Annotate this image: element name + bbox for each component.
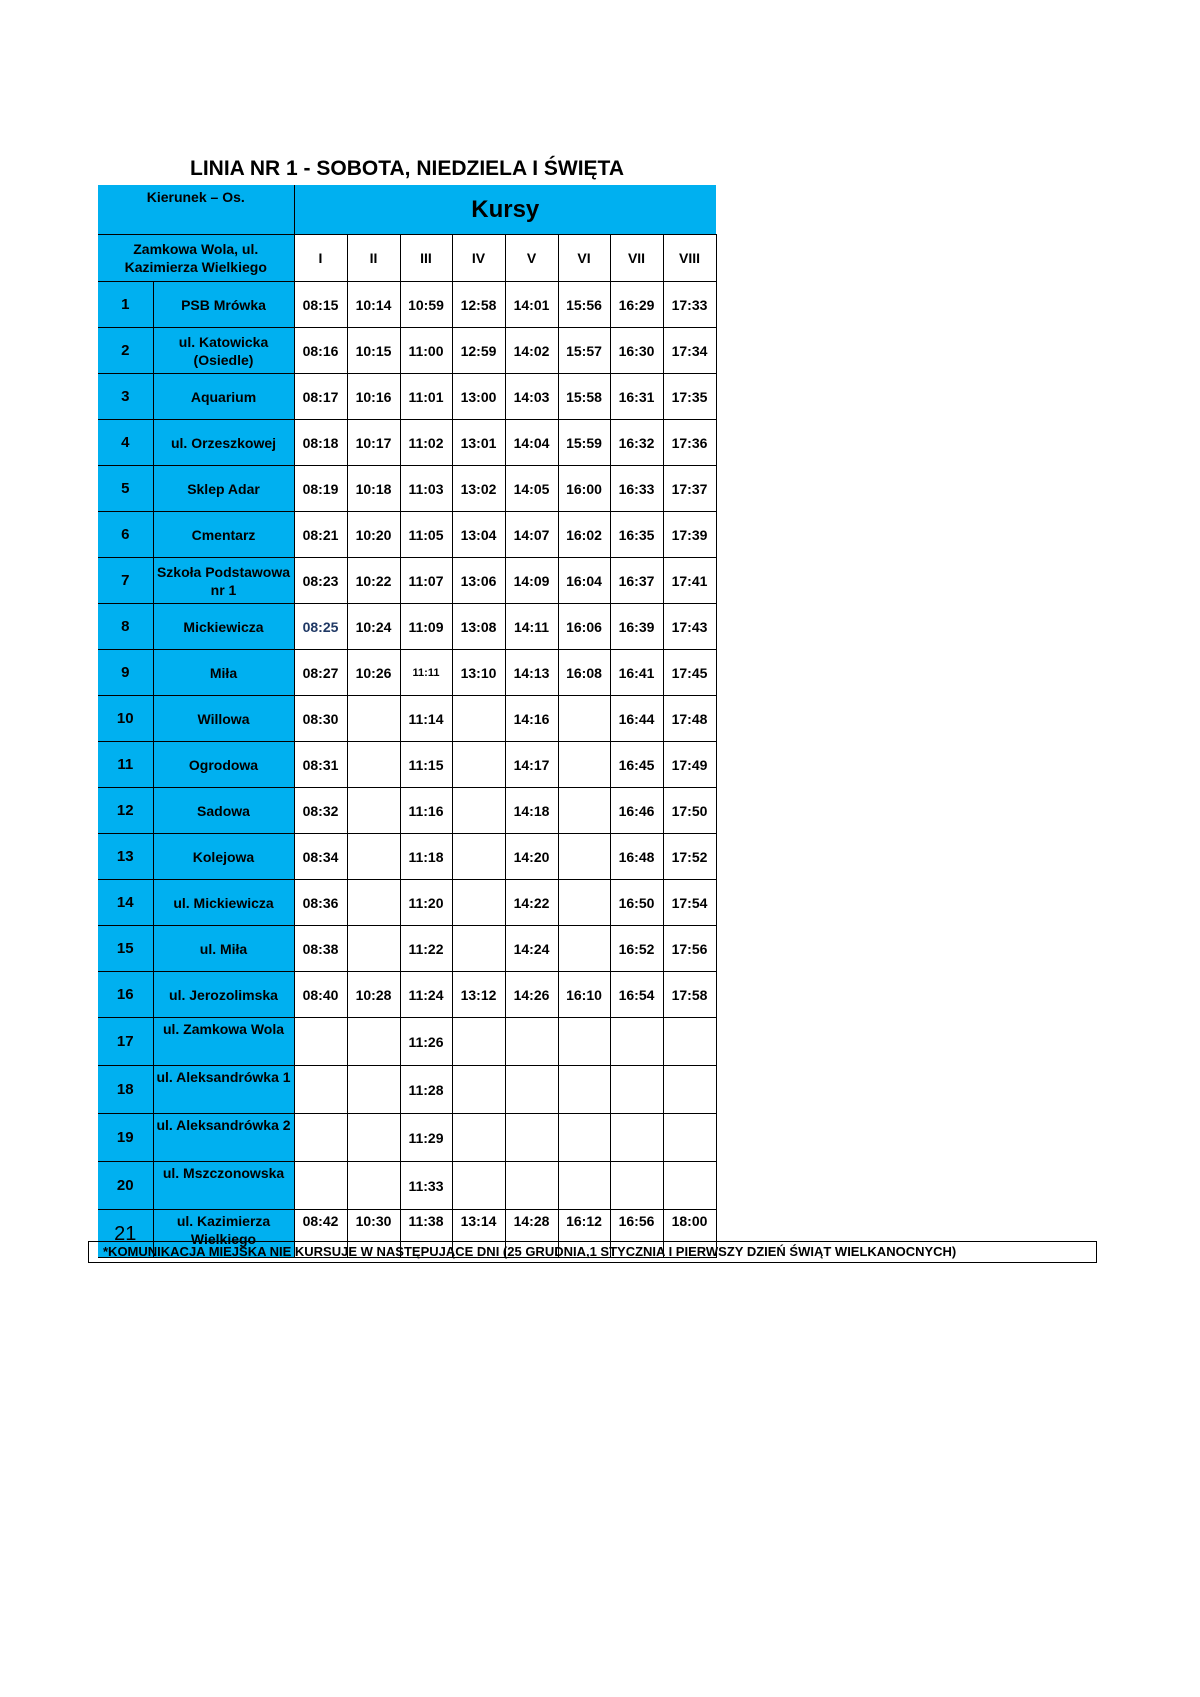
departure-time: 10:59 bbox=[400, 282, 452, 328]
departure-time bbox=[610, 1018, 663, 1066]
departure-time: 08:15 bbox=[294, 282, 347, 328]
departure-time: 08:36 bbox=[294, 880, 347, 926]
stop-number: 11 bbox=[98, 742, 153, 788]
departure-time: 17:36 bbox=[663, 420, 716, 466]
departure-time: 16:00 bbox=[558, 466, 610, 512]
departure-time bbox=[452, 1018, 505, 1066]
departure-time: 15:58 bbox=[558, 374, 610, 420]
departure-time: 16:56 bbox=[610, 1210, 663, 1258]
departure-time bbox=[294, 1018, 347, 1066]
departure-time bbox=[558, 834, 610, 880]
departure-time bbox=[347, 742, 400, 788]
departure-time: 11:20 bbox=[400, 880, 452, 926]
departure-time: 14:17 bbox=[505, 742, 558, 788]
departure-time: 16:02 bbox=[558, 512, 610, 558]
departure-time: 11:26 bbox=[400, 1018, 452, 1066]
departure-time: 17:45 bbox=[663, 650, 716, 696]
departure-time: 14:05 bbox=[505, 466, 558, 512]
departure-time bbox=[505, 1114, 558, 1162]
departure-time: 14:11 bbox=[505, 604, 558, 650]
stop-name: Szkoła Podstawowa nr 1 bbox=[153, 558, 294, 604]
departure-time: 10:16 bbox=[347, 374, 400, 420]
stop-name: Sklep Adar bbox=[153, 466, 294, 512]
departure-time: 14:24 bbox=[505, 926, 558, 972]
departure-time: 16:35 bbox=[610, 512, 663, 558]
departure-time bbox=[558, 880, 610, 926]
departure-time: 17:54 bbox=[663, 880, 716, 926]
stop-name: ul. Kazimierza Wielkiego bbox=[153, 1210, 294, 1258]
departure-time: 10:17 bbox=[347, 420, 400, 466]
departure-time: 10:18 bbox=[347, 466, 400, 512]
departure-time: 17:48 bbox=[663, 696, 716, 742]
stop-name: ul. Orzeszkowej bbox=[153, 420, 294, 466]
stop-name: ul. Mszczonowska bbox=[153, 1162, 294, 1210]
departure-time: 17:43 bbox=[663, 604, 716, 650]
course-header: VIII bbox=[663, 235, 716, 282]
stop-name: ul. Aleksandrówka 1 bbox=[153, 1066, 294, 1114]
departure-time: 11:16 bbox=[400, 788, 452, 834]
departure-time bbox=[505, 1162, 558, 1210]
departure-time: 13:04 bbox=[452, 512, 505, 558]
departure-time: 13:01 bbox=[452, 420, 505, 466]
stop-number: 16 bbox=[98, 972, 153, 1018]
stop-number: 14 bbox=[98, 880, 153, 926]
departure-time: 10:28 bbox=[347, 972, 400, 1018]
stop-row bbox=[98, 420, 716, 466]
departure-time: 10:22 bbox=[347, 558, 400, 604]
departure-time: 16:33 bbox=[610, 466, 663, 512]
departure-time: 11:00 bbox=[400, 328, 452, 374]
departure-time: 17:33 bbox=[663, 282, 716, 328]
departure-time bbox=[347, 788, 400, 834]
departure-time: 16:46 bbox=[610, 788, 663, 834]
stop-name: ul. Aleksandrówka 2 bbox=[153, 1114, 294, 1162]
departure-time bbox=[663, 1018, 716, 1066]
departure-time bbox=[347, 880, 400, 926]
departure-time: 08:17 bbox=[294, 374, 347, 420]
departure-time bbox=[452, 1114, 505, 1162]
stop-name: Kolejowa bbox=[153, 834, 294, 880]
departure-time: 11:02 bbox=[400, 420, 452, 466]
departure-time bbox=[452, 926, 505, 972]
stop-row bbox=[98, 926, 716, 972]
departure-time: 08:32 bbox=[294, 788, 347, 834]
stop-number: 4 bbox=[98, 420, 153, 466]
departure-time: 08:16 bbox=[294, 328, 347, 374]
departure-time: 16:30 bbox=[610, 328, 663, 374]
footnote: *KOMUNIKACJA MIEJSKA NIE KURSUJE W NASTĘPUJĄCE DNI (25 GRUDNIA,1 STYCZNIA I PIERWSZY DZIEŃ ŚWIĄT WIELKANOCNYCH) bbox=[88, 1241, 1097, 1263]
departure-time: 16:54 bbox=[610, 972, 663, 1018]
stop-number: 20 bbox=[98, 1162, 153, 1210]
departure-time: 17:34 bbox=[663, 328, 716, 374]
departure-time bbox=[452, 742, 505, 788]
departure-time: 17:35 bbox=[663, 374, 716, 420]
stop-number: 6 bbox=[98, 512, 153, 558]
stop-name: Miła bbox=[153, 650, 294, 696]
departure-time: 17:37 bbox=[663, 466, 716, 512]
departure-time: 17:41 bbox=[663, 558, 716, 604]
stop-row bbox=[98, 512, 716, 558]
stop-row bbox=[98, 1066, 716, 1114]
departure-time bbox=[347, 834, 400, 880]
stop-row bbox=[98, 328, 716, 374]
departure-time bbox=[610, 1162, 663, 1210]
departure-time: 13:12 bbox=[452, 972, 505, 1018]
departure-time bbox=[347, 926, 400, 972]
departure-time: 18:00 bbox=[663, 1210, 716, 1258]
departure-time: 08:38 bbox=[294, 926, 347, 972]
departure-time: 08:27 bbox=[294, 650, 347, 696]
departure-time: 11:22 bbox=[400, 926, 452, 972]
departure-time: 11:38 bbox=[400, 1210, 452, 1258]
departure-time bbox=[558, 696, 610, 742]
departure-time bbox=[452, 788, 505, 834]
departure-time: 10:30 bbox=[347, 1210, 400, 1258]
stop-name: ul. Jerozolimska bbox=[153, 972, 294, 1018]
stop-number: 21 bbox=[98, 1210, 153, 1258]
stop-number: 2 bbox=[98, 328, 153, 374]
departure-time: 16:37 bbox=[610, 558, 663, 604]
departure-time: 17:56 bbox=[663, 926, 716, 972]
departure-time bbox=[610, 1066, 663, 1114]
departure-time bbox=[558, 1018, 610, 1066]
departure-time: 14:04 bbox=[505, 420, 558, 466]
departure-time: 16:06 bbox=[558, 604, 610, 650]
departure-time: 13:10 bbox=[452, 650, 505, 696]
departure-time: 11:24 bbox=[400, 972, 452, 1018]
direction-label-line2: Zamkowa Wola, ul. Kazimierza Wielkiego bbox=[98, 235, 294, 282]
course-header: I bbox=[294, 235, 347, 282]
stop-number: 8 bbox=[98, 604, 153, 650]
stop-number: 17 bbox=[98, 1018, 153, 1066]
departure-time: 08:31 bbox=[294, 742, 347, 788]
departure-time: 17:49 bbox=[663, 742, 716, 788]
departure-time: 10:24 bbox=[347, 604, 400, 650]
departure-time bbox=[663, 1162, 716, 1210]
departure-time: 16:41 bbox=[610, 650, 663, 696]
kursy-header: Kursy bbox=[294, 185, 716, 235]
departure-time: 14:02 bbox=[505, 328, 558, 374]
departure-time: 11:09 bbox=[400, 604, 452, 650]
departure-time: 08:25 bbox=[294, 604, 347, 650]
departure-time: 08:42 bbox=[294, 1210, 347, 1258]
departure-time bbox=[347, 696, 400, 742]
course-header: VI bbox=[558, 235, 610, 282]
departure-time: 17:50 bbox=[663, 788, 716, 834]
departure-time: 14:07 bbox=[505, 512, 558, 558]
departure-time bbox=[505, 1066, 558, 1114]
departure-time: 14:13 bbox=[505, 650, 558, 696]
departure-time: 11:15 bbox=[400, 742, 452, 788]
departure-time: 08:30 bbox=[294, 696, 347, 742]
departure-time: 16:50 bbox=[610, 880, 663, 926]
stop-number: 19 bbox=[98, 1114, 153, 1162]
departure-time: 08:34 bbox=[294, 834, 347, 880]
stop-row bbox=[98, 466, 716, 512]
departure-time: 13:02 bbox=[452, 466, 505, 512]
stop-row bbox=[98, 604, 716, 650]
departure-time: 14:22 bbox=[505, 880, 558, 926]
departure-time bbox=[347, 1162, 400, 1210]
departure-time: 13:14 bbox=[452, 1210, 505, 1258]
departure-time bbox=[452, 880, 505, 926]
departure-time: 16:04 bbox=[558, 558, 610, 604]
stop-row bbox=[98, 650, 716, 696]
departure-time: 16:10 bbox=[558, 972, 610, 1018]
departure-time: 14:26 bbox=[505, 972, 558, 1018]
stop-row bbox=[98, 282, 716, 328]
departure-time bbox=[347, 1114, 400, 1162]
departure-time: 16:39 bbox=[610, 604, 663, 650]
departure-time bbox=[347, 1018, 400, 1066]
departure-time: 16:29 bbox=[610, 282, 663, 328]
stop-name: ul. Zamkowa Wola bbox=[153, 1018, 294, 1066]
stop-row bbox=[98, 880, 716, 926]
stop-name: ul. Katowicka (Osiedle) bbox=[153, 328, 294, 374]
stop-number: 12 bbox=[98, 788, 153, 834]
departure-time: 11:01 bbox=[400, 374, 452, 420]
departure-time: 16:31 bbox=[610, 374, 663, 420]
stop-row bbox=[98, 1018, 716, 1066]
departure-time: 13:06 bbox=[452, 558, 505, 604]
departure-time: 11:28 bbox=[400, 1066, 452, 1114]
departure-time: 14:09 bbox=[505, 558, 558, 604]
departure-time bbox=[452, 696, 505, 742]
departure-time: 15:59 bbox=[558, 420, 610, 466]
stop-row bbox=[98, 1162, 716, 1210]
departure-time: 17:52 bbox=[663, 834, 716, 880]
course-header: III bbox=[400, 235, 452, 282]
departure-time bbox=[452, 834, 505, 880]
stop-name: Cmentarz bbox=[153, 512, 294, 558]
departure-time bbox=[294, 1114, 347, 1162]
stop-number: 9 bbox=[98, 650, 153, 696]
stop-name: Mickiewicza bbox=[153, 604, 294, 650]
stop-name: Aquarium bbox=[153, 374, 294, 420]
page-title: LINIA NR 1 - SOBOTA, NIEDZIELA I ŚWIĘTA bbox=[190, 157, 624, 180]
departure-time: 11:14 bbox=[400, 696, 452, 742]
departure-time bbox=[558, 1066, 610, 1114]
departure-time: 16:12 bbox=[558, 1210, 610, 1258]
stop-number: 7 bbox=[98, 558, 153, 604]
departure-time bbox=[294, 1162, 347, 1210]
stop-row bbox=[98, 558, 716, 604]
stop-row bbox=[98, 972, 716, 1018]
departure-time: 16:48 bbox=[610, 834, 663, 880]
departure-time: 08:21 bbox=[294, 512, 347, 558]
departure-time: 10:26 bbox=[347, 650, 400, 696]
departure-time bbox=[452, 1162, 505, 1210]
departure-time: 15:56 bbox=[558, 282, 610, 328]
departure-time: 16:45 bbox=[610, 742, 663, 788]
stop-row bbox=[98, 1114, 716, 1162]
stop-row bbox=[98, 374, 716, 420]
stop-number: 18 bbox=[98, 1066, 153, 1114]
departure-time: 14:20 bbox=[505, 834, 558, 880]
stop-number: 1 bbox=[98, 282, 153, 328]
departure-time: 08:19 bbox=[294, 466, 347, 512]
departure-time: 12:58 bbox=[452, 282, 505, 328]
stop-number: 3 bbox=[98, 374, 153, 420]
departure-time bbox=[347, 1066, 400, 1114]
stop-name: ul. Mickiewicza bbox=[153, 880, 294, 926]
departure-time: 14:01 bbox=[505, 282, 558, 328]
stop-number: 13 bbox=[98, 834, 153, 880]
stop-number: 15 bbox=[98, 926, 153, 972]
departure-time: 12:59 bbox=[452, 328, 505, 374]
departure-time: 16:32 bbox=[610, 420, 663, 466]
departure-time: 15:57 bbox=[558, 328, 610, 374]
departure-time: 11:33 bbox=[400, 1162, 452, 1210]
departure-time: 16:44 bbox=[610, 696, 663, 742]
stop-row bbox=[98, 788, 716, 834]
departure-time bbox=[663, 1114, 716, 1162]
stop-row bbox=[98, 696, 716, 742]
course-header: IV bbox=[452, 235, 505, 282]
departure-time: 08:18 bbox=[294, 420, 347, 466]
departure-time bbox=[558, 742, 610, 788]
departure-time: 16:52 bbox=[610, 926, 663, 972]
departure-time: 11:11 bbox=[400, 650, 452, 696]
stop-number: 10 bbox=[98, 696, 153, 742]
departure-time: 10:15 bbox=[347, 328, 400, 374]
departure-time: 10:14 bbox=[347, 282, 400, 328]
course-header: VII bbox=[610, 235, 663, 282]
stop-row bbox=[98, 834, 716, 880]
departure-time: 08:40 bbox=[294, 972, 347, 1018]
stop-name: ul. Miła bbox=[153, 926, 294, 972]
departure-time: 11:18 bbox=[400, 834, 452, 880]
departure-time bbox=[558, 788, 610, 834]
timetable bbox=[98, 185, 717, 1258]
departure-time: 08:23 bbox=[294, 558, 347, 604]
departure-time bbox=[558, 926, 610, 972]
stop-name: PSB Mrówka bbox=[153, 282, 294, 328]
departure-time: 17:58 bbox=[663, 972, 716, 1018]
departure-time: 13:00 bbox=[452, 374, 505, 420]
departure-time bbox=[452, 1066, 505, 1114]
course-header: V bbox=[505, 235, 558, 282]
departure-time: 14:28 bbox=[505, 1210, 558, 1258]
departure-time: 14:03 bbox=[505, 374, 558, 420]
departure-time: 14:16 bbox=[505, 696, 558, 742]
stop-name: Willowa bbox=[153, 696, 294, 742]
departure-time bbox=[610, 1114, 663, 1162]
departure-time: 13:08 bbox=[452, 604, 505, 650]
direction-label-line1: Kierunek – Os. bbox=[98, 185, 294, 235]
departure-time: 10:20 bbox=[347, 512, 400, 558]
stop-number: 5 bbox=[98, 466, 153, 512]
course-header: II bbox=[347, 235, 400, 282]
stop-name: Ogrodowa bbox=[153, 742, 294, 788]
stop-name: Sadowa bbox=[153, 788, 294, 834]
departure-time: 11:07 bbox=[400, 558, 452, 604]
departure-time bbox=[294, 1066, 347, 1114]
departure-time: 16:08 bbox=[558, 650, 610, 696]
departure-time bbox=[663, 1066, 716, 1114]
stop-row bbox=[98, 742, 716, 788]
departure-time bbox=[505, 1018, 558, 1066]
departure-time: 11:03 bbox=[400, 466, 452, 512]
departure-time: 11:05 bbox=[400, 512, 452, 558]
departure-time: 11:29 bbox=[400, 1114, 452, 1162]
departure-time bbox=[558, 1114, 610, 1162]
departure-time: 17:39 bbox=[663, 512, 716, 558]
departure-time: 14:18 bbox=[505, 788, 558, 834]
departure-time bbox=[558, 1162, 610, 1210]
